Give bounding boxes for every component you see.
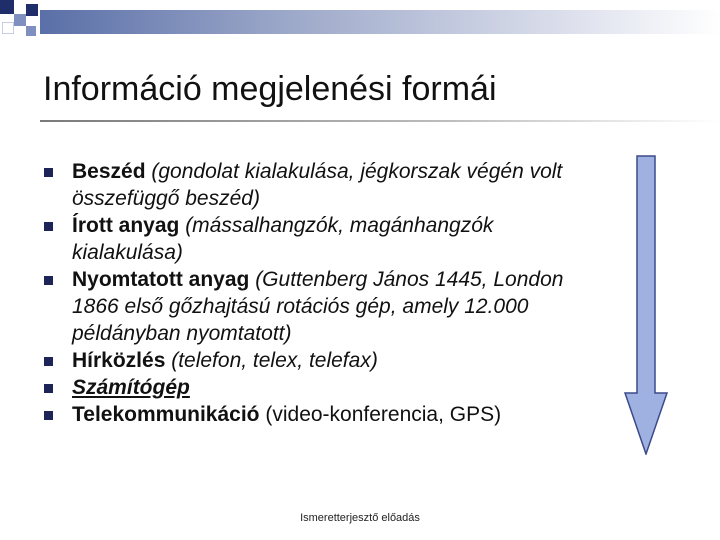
list-item [42, 212, 602, 266]
bullet-list [42, 158, 602, 428]
deco-square [26, 4, 38, 16]
square-bullet-icon [44, 384, 53, 393]
square-bullet-icon [44, 222, 53, 231]
bullet-keyword: Hírközlés [72, 349, 166, 372]
bullet-detail: (Guttenberg János 1445, London 1866 első gőzhajtású rotációs gép, amely 12.000 példányban nyomtatott) [72, 268, 564, 345]
deco-square [26, 26, 36, 36]
title-divider [40, 120, 720, 122]
square-bullet-icon [44, 411, 53, 420]
arrow-shape [625, 156, 667, 454]
square-bullet-icon [44, 168, 53, 177]
deco-square [2, 22, 14, 34]
list-item [42, 266, 602, 347]
bullet-detail: (mássalhangzók, magánhangzók kialakulása) [72, 214, 494, 264]
list-item [42, 347, 602, 374]
deco-square [0, 0, 14, 14]
bullet-keyword: Beszéd [72, 160, 146, 183]
square-bullet-icon [44, 276, 53, 285]
header-gradient-band [40, 10, 720, 34]
bullet-detail: (gondolat kialakulása, jégkorszak végén volt összefüggő beszéd) [72, 160, 563, 210]
bullet-detail: (telefon, telex, telefax) [165, 349, 378, 372]
slide-title: Információ megjelenési formái [43, 70, 497, 108]
list-item [42, 374, 602, 401]
bullet-detail: (video-konferencia, GPS) [259, 403, 502, 426]
list-item [42, 158, 602, 212]
bullet-keyword: Írott anyag [72, 214, 180, 237]
footer-text: Ismeretterjesztő előadás [300, 512, 420, 524]
bullet-keyword: Nyomtatott anyag [72, 268, 250, 291]
down-arrow-icon [624, 155, 668, 455]
square-bullet-icon [44, 357, 53, 366]
deco-square [14, 14, 26, 26]
list-item [42, 401, 602, 428]
bullet-keyword: Számítógép [72, 376, 190, 399]
bullet-keyword: Telekommunikáció [72, 403, 260, 426]
